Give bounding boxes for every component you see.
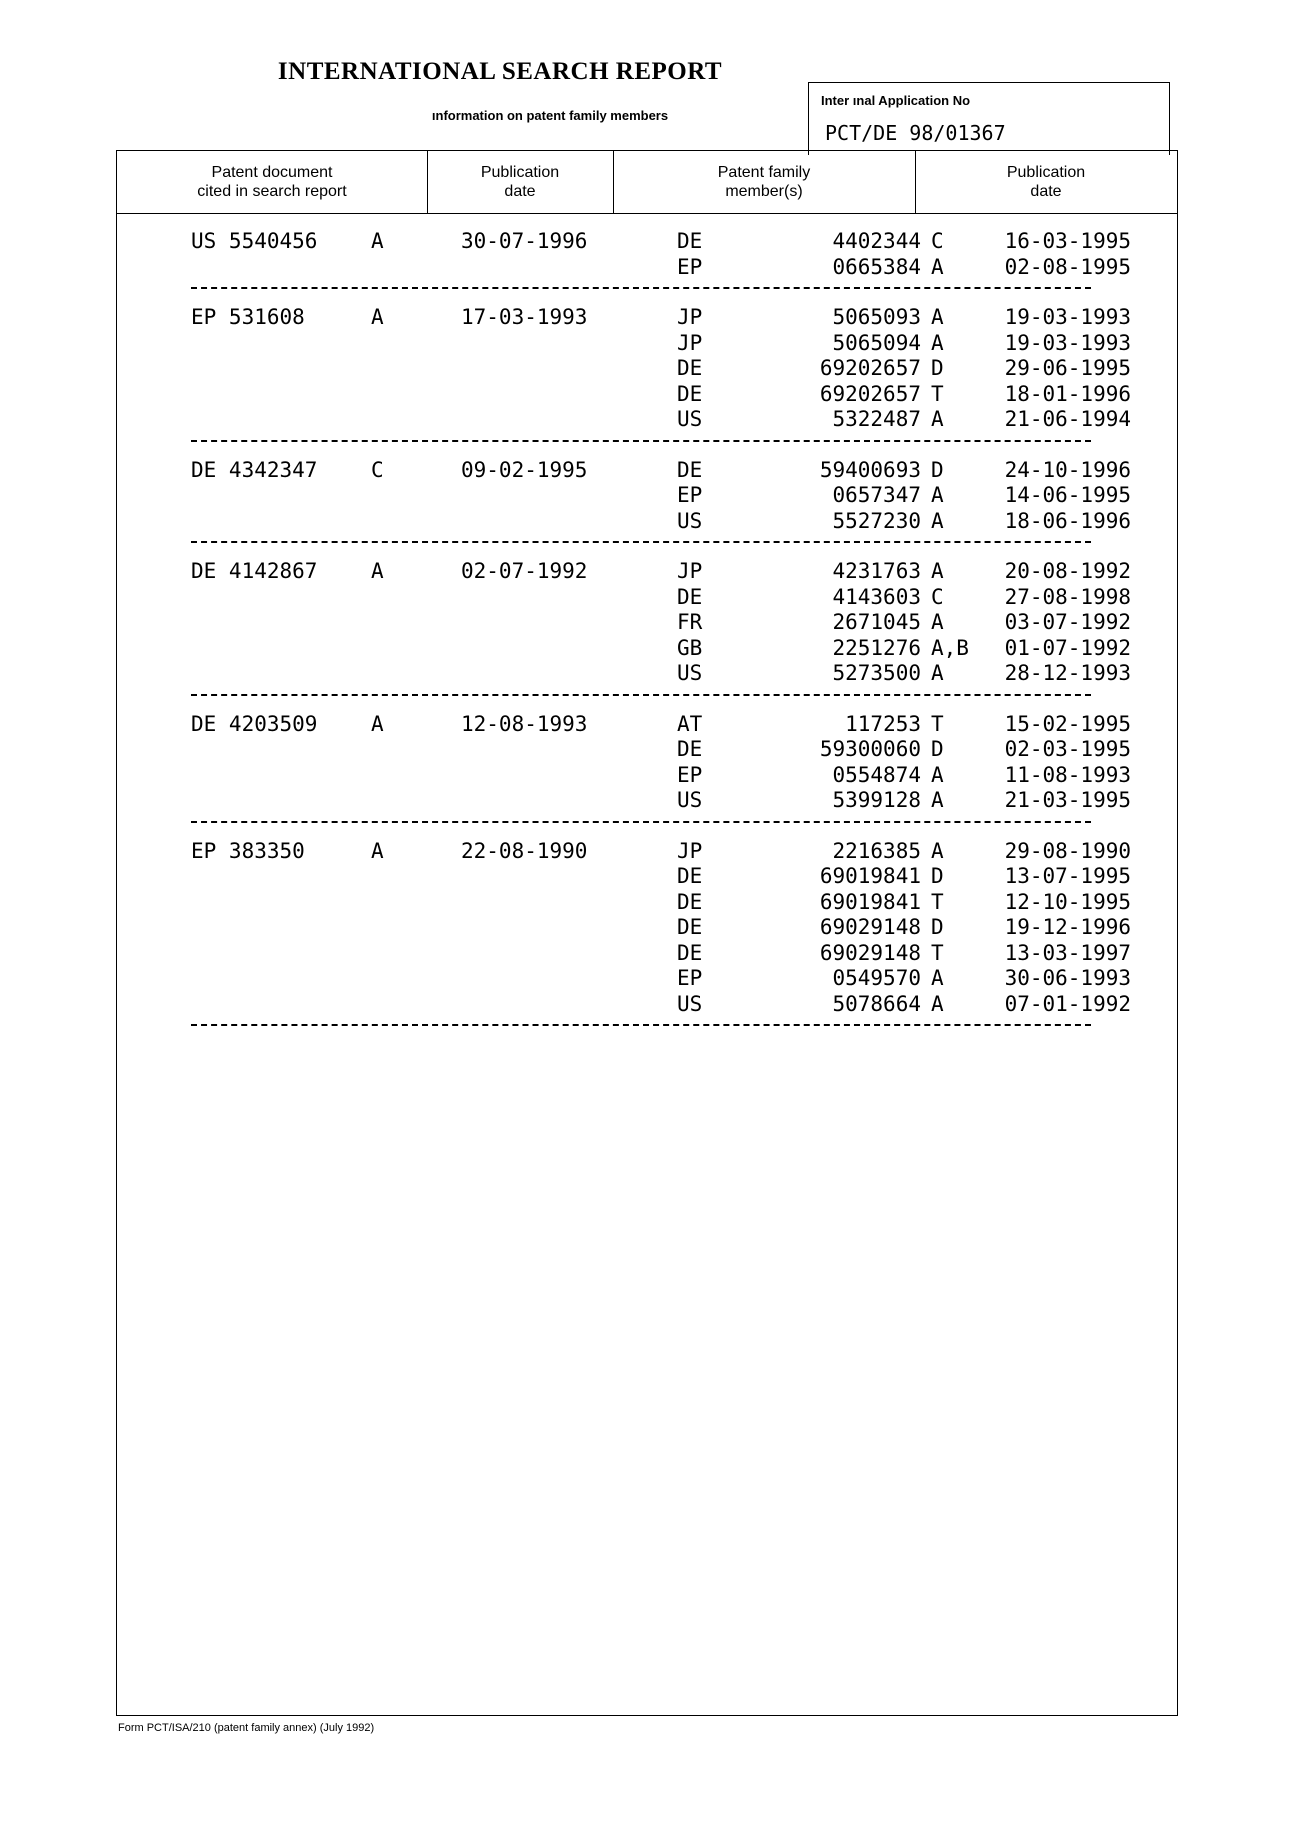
patent-entry <box>191 704 1131 823</box>
family-member-number: 0665384 <box>832 254 921 279</box>
table-row <box>191 788 1131 814</box>
family-country-code: DE <box>677 915 703 939</box>
family-publication-date: 30-06-1993 <box>1004 966 1131 990</box>
family-country-code: DE <box>677 356 703 380</box>
family-country-code: JP <box>677 559 703 583</box>
family-publication-date: 19-03-1993 <box>1004 330 1131 355</box>
family-publication-date: 21-03-1995 <box>1004 788 1131 812</box>
family-country-code: DE <box>677 229 703 253</box>
cited-publication-date: 17-03-1993 <box>461 305 588 329</box>
family-member-kind: D <box>931 915 944 939</box>
family-member-kind: C <box>931 229 944 253</box>
family-publication-date: 29-06-1995 <box>1004 356 1131 380</box>
family-country-code: JP <box>677 838 703 863</box>
family-publication-date: 02-03-1995 <box>1004 737 1131 761</box>
cited-publication-date: 12-08-1993 <box>461 711 588 736</box>
family-publication-date: 28-12-1993 <box>1004 661 1131 685</box>
family-member-kind: D <box>931 864 944 888</box>
family-member-kind: A <box>931 254 944 279</box>
family-publication-date: 15-02-1995 <box>1004 711 1131 736</box>
report-title: INTERNATIONAL SEARCH REPORT <box>277 58 723 85</box>
family-country-code: DE <box>677 584 703 609</box>
family-member-kind: A <box>931 483 944 507</box>
family-country-code: DE <box>677 737 703 761</box>
table-row <box>191 508 1131 535</box>
table-row <box>191 915 1131 941</box>
family-member-number: 2671045 <box>832 610 921 634</box>
family-member-kind: D <box>931 457 944 482</box>
family-member-number: 69029148 <box>819 915 921 939</box>
table-row <box>191 762 1131 789</box>
family-member-kind: T <box>931 889 944 914</box>
family-country-code: GB <box>677 635 703 660</box>
family-member-number: 5065093 <box>832 305 921 329</box>
application-number-box <box>808 82 1170 155</box>
header-family-publication-date-line2: date <box>1030 183 1062 200</box>
table-header <box>117 151 1177 214</box>
family-member-number: 5065094 <box>832 330 921 355</box>
cited-publication-date: 09-02-1995 <box>461 457 588 482</box>
table-row <box>191 966 1131 992</box>
header-patent-document <box>117 151 427 213</box>
family-publication-date: 19-03-1993 <box>1004 305 1131 329</box>
family-country-code: US <box>677 508 703 533</box>
cited-publication-date: 02-07-1992 <box>461 559 588 583</box>
family-publication-date: 19-12-1996 <box>1004 915 1131 939</box>
family-publication-date: 21-06-1994 <box>1004 407 1131 431</box>
table-row <box>191 940 1131 967</box>
cited-document: DE 4203509 <box>191 711 318 736</box>
table-row <box>191 457 1131 484</box>
family-member-kind: A <box>931 610 944 634</box>
family-member-kind: A <box>931 838 944 863</box>
header-publication-date-line2: date <box>504 183 536 200</box>
family-country-code: AT <box>677 711 703 736</box>
family-member-number: 0657347 <box>832 483 921 507</box>
family-member-number: 4231763 <box>832 559 921 583</box>
family-member-number: 0554874 <box>832 762 921 787</box>
cited-document: DE 4342347 <box>191 457 318 482</box>
family-publication-date: 18-06-1996 <box>1004 508 1131 533</box>
family-member-kind: T <box>931 940 944 965</box>
cited-document: EP 383350 <box>191 838 305 863</box>
table-row <box>191 610 1131 636</box>
entries-list <box>191 221 1131 1034</box>
family-country-code: DE <box>677 381 703 406</box>
family-member-number: 69202657 <box>819 356 921 380</box>
family-member-kind: A <box>931 305 944 329</box>
family-publication-date: 12-10-1995 <box>1004 889 1131 914</box>
header-patent-document-line2: cited in search report <box>197 183 347 200</box>
family-member-kind: A <box>931 661 944 685</box>
cited-document-kind: A <box>371 229 384 253</box>
family-country-code: US <box>677 788 703 812</box>
header-family-members-line1: Patent family <box>717 164 811 181</box>
family-member-number: 5399128 <box>832 788 921 812</box>
table-row <box>191 864 1131 890</box>
family-member-number: 2251276 <box>832 635 921 660</box>
family-publication-date: 27-08-1998 <box>1004 584 1131 609</box>
table-row <box>191 407 1131 433</box>
family-publication-date: 07-01-1992 <box>1004 991 1131 1016</box>
patent-entry <box>191 831 1131 1027</box>
header-patent-document-line1: Patent document <box>211 164 333 181</box>
family-publication-date: 01-07-1992 <box>1004 635 1131 660</box>
family-member-kind: T <box>931 381 944 406</box>
family-member-kind: D <box>931 737 944 761</box>
header-publication-date-line1: Publication <box>480 164 560 181</box>
header-family-members <box>613 151 915 213</box>
family-member-kind: A <box>931 966 944 990</box>
table-row <box>191 711 1131 738</box>
header-family-publication-date-line1: Publication <box>1006 164 1086 181</box>
family-member-kind: A <box>931 762 944 787</box>
patent-entry <box>191 297 1131 442</box>
family-member-kind: A <box>931 559 944 583</box>
cited-document-kind: A <box>371 559 384 583</box>
table-row <box>191 559 1131 585</box>
family-country-code: US <box>677 661 703 685</box>
family-publication-date: 20-08-1992 <box>1004 559 1131 583</box>
family-country-code: FR <box>677 610 703 634</box>
family-member-number: 4402344 <box>832 229 921 253</box>
family-member-number: 69202657 <box>819 381 921 406</box>
family-publication-date: 02-08-1995 <box>1004 254 1131 279</box>
family-publication-date: 29-08-1990 <box>1004 838 1131 863</box>
table-row <box>191 229 1131 255</box>
cited-publication-date: 22-08-1990 <box>461 838 588 863</box>
table-row <box>191 737 1131 763</box>
cited-document: DE 4142867 <box>191 559 318 583</box>
family-publication-date: 16-03-1995 <box>1004 229 1131 253</box>
patent-entry <box>191 450 1131 544</box>
header-family-members-line2: member(s) <box>725 183 803 200</box>
family-publication-date: 24-10-1996 <box>1004 457 1131 482</box>
table-row <box>191 305 1131 331</box>
family-publication-date: 13-03-1997 <box>1004 940 1131 965</box>
table-row <box>191 356 1131 382</box>
family-country-code: US <box>677 407 703 431</box>
family-publication-date: 18-01-1996 <box>1004 381 1131 406</box>
family-member-number: 0549570 <box>832 966 921 990</box>
family-member-kind: C <box>931 584 944 609</box>
patent-family-table <box>116 150 1178 1716</box>
family-member-kind: A,B <box>931 635 969 660</box>
family-member-number: 69029148 <box>819 940 921 965</box>
table-row <box>191 381 1131 408</box>
family-country-code: JP <box>677 305 703 329</box>
family-publication-date: 14-06-1995 <box>1004 483 1131 507</box>
family-country-code: US <box>677 991 703 1016</box>
family-member-kind: A <box>931 788 944 812</box>
cited-document-kind: A <box>371 838 384 863</box>
form-footer: Form PCT/ISA/210 (patent family annex) (July 1992) <box>118 1722 375 1734</box>
cited-document: EP 531608 <box>191 305 305 329</box>
patent-entry <box>191 551 1131 696</box>
patent-entry <box>191 221 1131 289</box>
table-row <box>191 254 1131 281</box>
family-member-kind: A <box>931 330 944 355</box>
family-member-kind: A <box>931 991 944 1016</box>
family-publication-date: 11-08-1993 <box>1004 762 1131 787</box>
table-row <box>191 661 1131 687</box>
table-row <box>191 889 1131 916</box>
family-member-number: 59300060 <box>819 737 921 761</box>
cited-document-kind: C <box>371 457 384 482</box>
family-member-kind: A <box>931 407 944 431</box>
family-member-kind: A <box>931 508 944 533</box>
family-member-number: 4143603 <box>832 584 921 609</box>
family-country-code: DE <box>677 457 703 482</box>
table-row <box>191 635 1131 662</box>
cited-document-kind: A <box>371 711 384 736</box>
cited-document: US 5540456 <box>191 229 318 253</box>
family-country-code: EP <box>677 254 703 279</box>
family-member-number: 69019841 <box>819 864 921 888</box>
cited-document-kind: A <box>371 305 384 329</box>
family-publication-date: 03-07-1992 <box>1004 610 1131 634</box>
family-country-code: EP <box>677 483 703 507</box>
family-country-code: DE <box>677 889 703 914</box>
header-publication-date <box>427 151 613 213</box>
family-country-code: EP <box>677 762 703 787</box>
table-row <box>191 330 1131 357</box>
family-country-code: DE <box>677 864 703 888</box>
family-member-number: 5527230 <box>832 508 921 533</box>
family-member-number: 5322487 <box>832 407 921 431</box>
report-subtitle: ınformation on patent family members <box>431 108 669 123</box>
family-member-number: 59400693 <box>819 457 921 482</box>
family-publication-date: 13-07-1995 <box>1004 864 1131 888</box>
family-member-number: 117253 <box>845 711 921 736</box>
family-member-number: 69019841 <box>819 889 921 914</box>
family-member-number: 5273500 <box>832 661 921 685</box>
application-number-label: Inter ınal Application No <box>821 93 971 108</box>
header-family-publication-date <box>915 151 1177 213</box>
table-row <box>191 991 1131 1018</box>
cited-publication-date: 30-07-1996 <box>461 229 588 253</box>
application-number: PCT/DE 98/01367 <box>825 121 1006 145</box>
family-country-code: DE <box>677 940 703 965</box>
family-member-number: 5078664 <box>832 991 921 1016</box>
table-row <box>191 584 1131 611</box>
family-country-code: EP <box>677 966 703 990</box>
family-member-number: 2216385 <box>832 838 921 863</box>
family-country-code: JP <box>677 330 703 355</box>
table-row <box>191 838 1131 865</box>
table-row <box>191 483 1131 509</box>
family-member-kind: D <box>931 356 944 380</box>
family-member-kind: T <box>931 711 944 736</box>
